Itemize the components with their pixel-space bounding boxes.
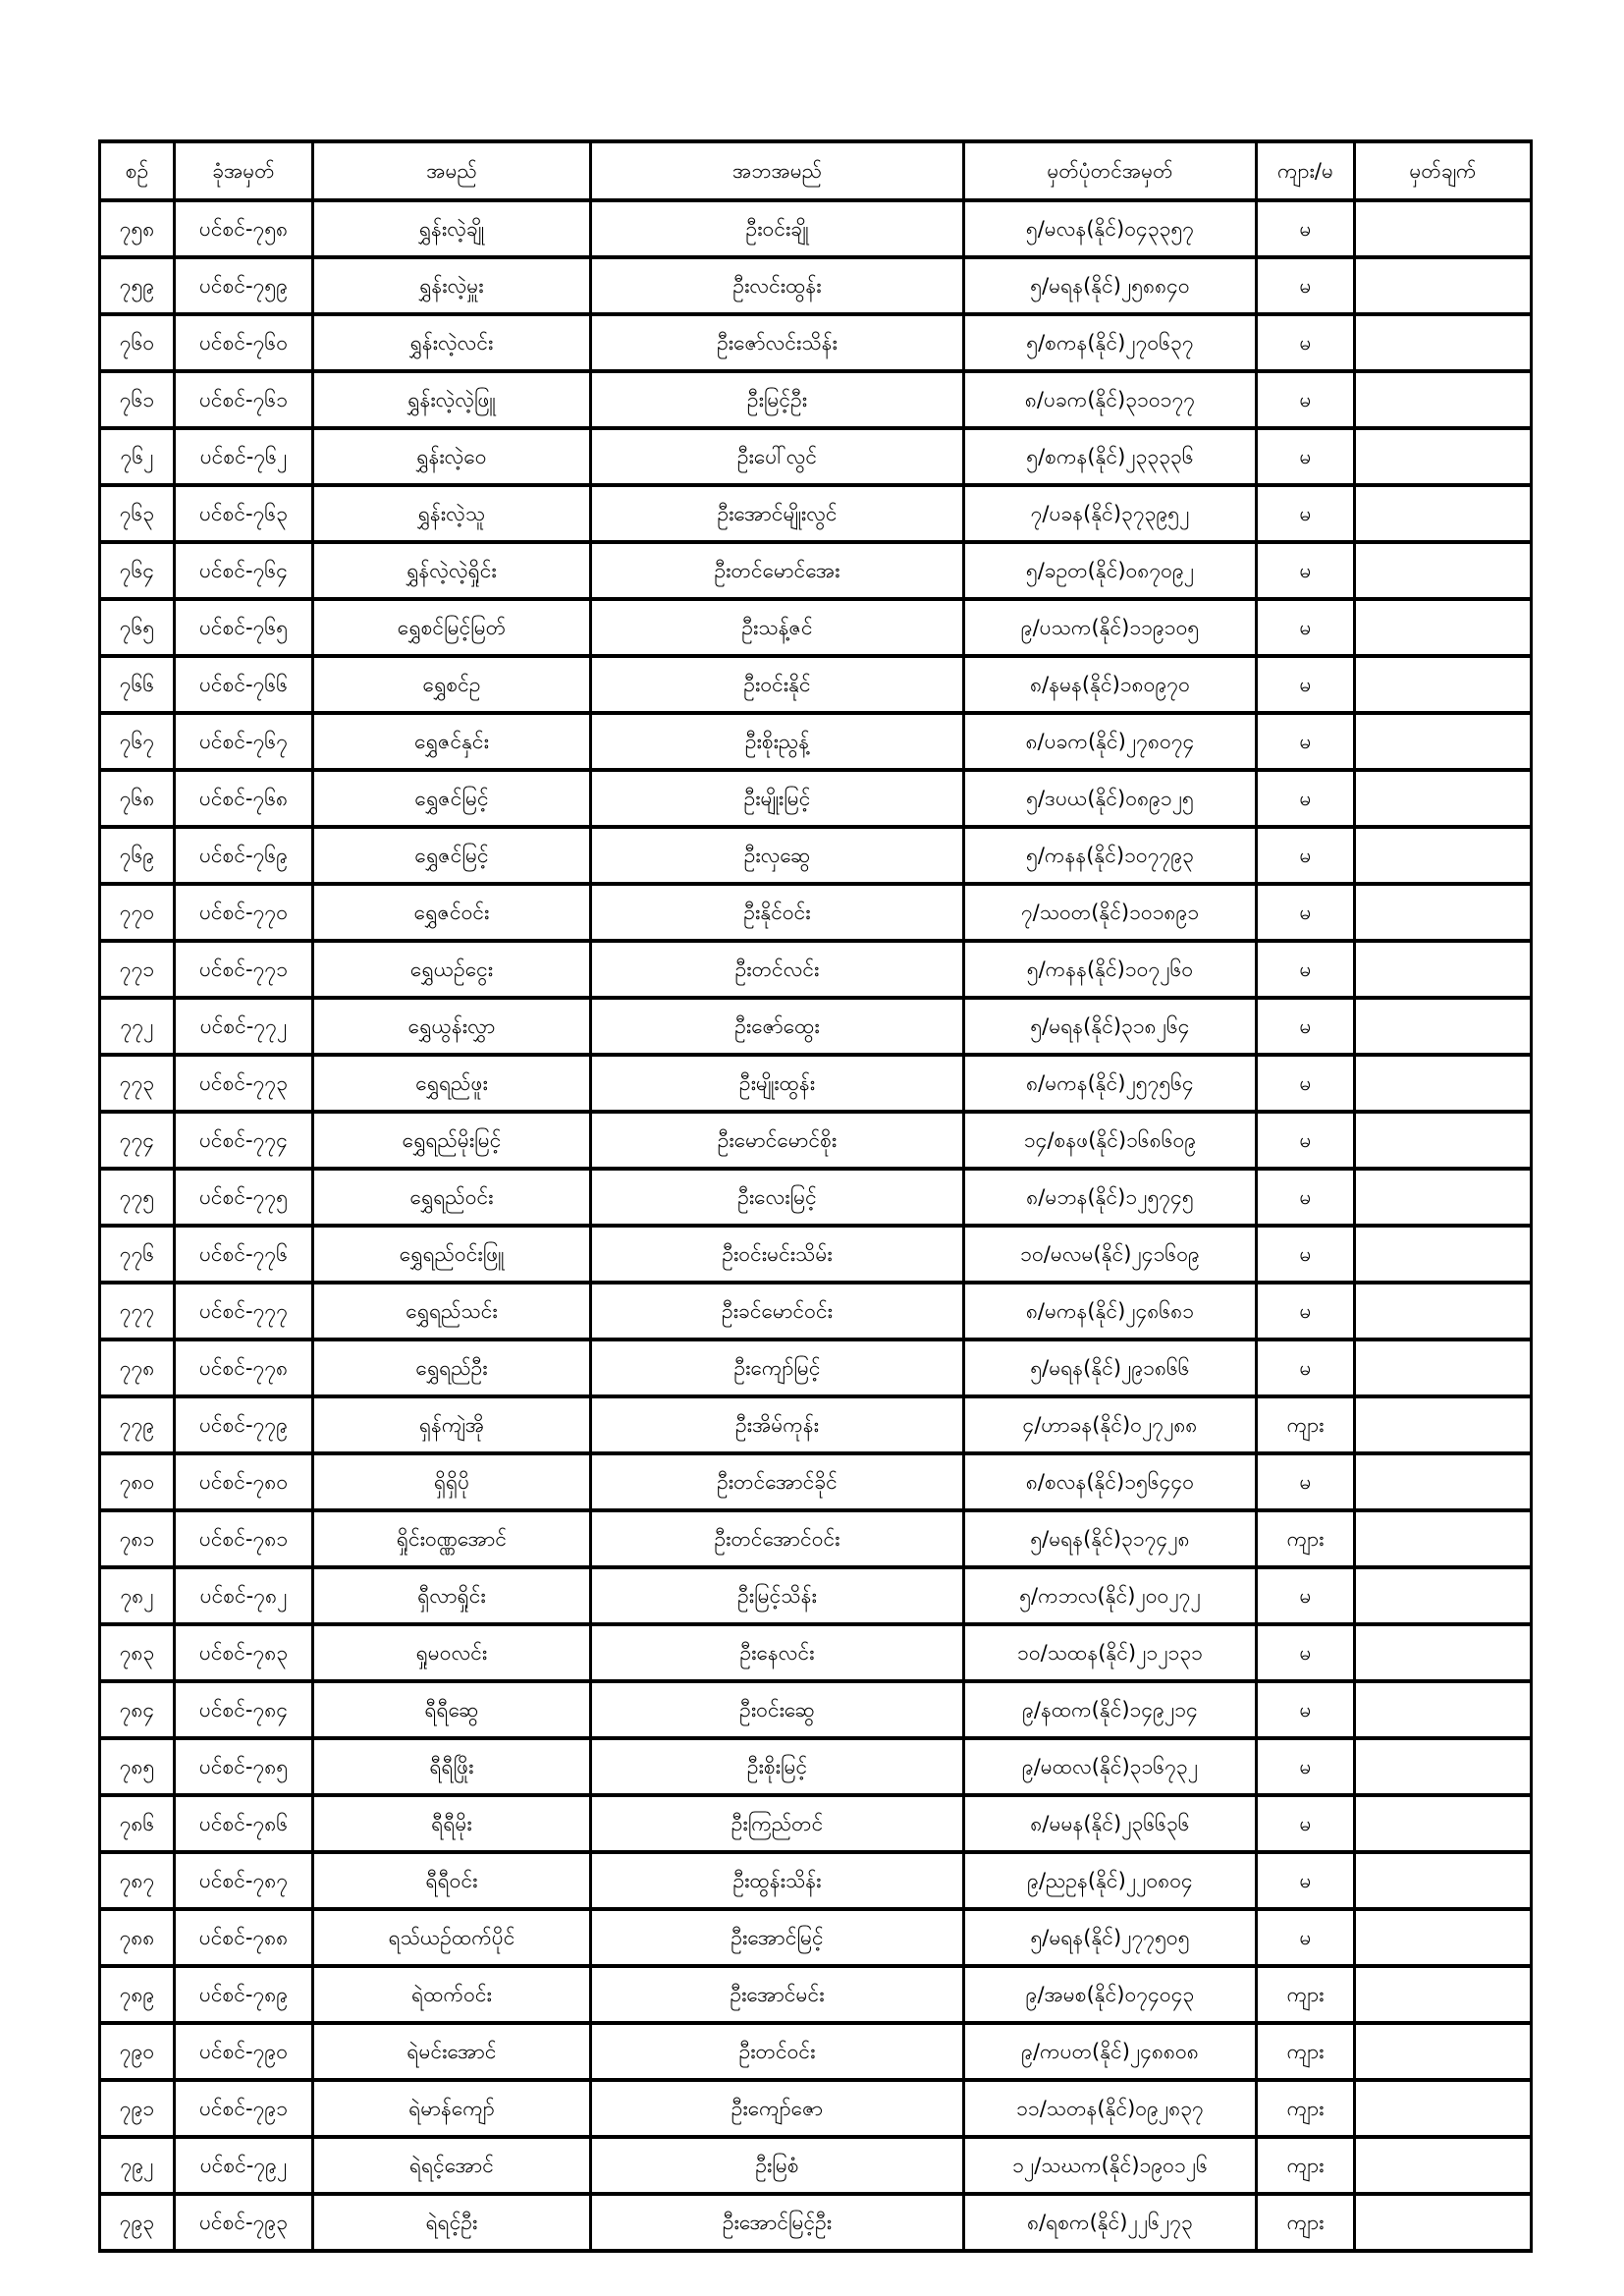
column-header-nrc: မှတ်ပုံတင်အမှတ် xyxy=(964,141,1257,200)
father-name-cell: ဦးအိမ်ကုန်း xyxy=(591,1396,964,1453)
table-row xyxy=(100,1226,1532,1283)
roll-number-cell: ပင်စင်-၇၇၁ xyxy=(175,941,313,998)
nrc-cell: ၁၀/သထန(နိုင်)၂၁၂၁၃၁ xyxy=(964,1624,1257,1681)
name-cell: ရှီလာရှိုင်း xyxy=(313,1567,591,1624)
nrc-cell: ၇/ပခန(နိုင်)၃၇၃၉၅၂ xyxy=(964,485,1257,542)
nrc-cell: ၅/ခဥတ(နိုင်)၀၈၇၀၉၂ xyxy=(964,542,1257,599)
name-cell: ရှန်ကျဲအို xyxy=(313,1396,591,1453)
nrc-cell: ၅/မလန(နိုင်)၀၄၃၃၅၇ xyxy=(964,200,1257,257)
gender-cell: မ xyxy=(1257,1738,1355,1795)
name-cell: ရွှေရည်ဦး xyxy=(313,1339,591,1396)
remark-cell xyxy=(1355,1055,1532,1112)
serial-cell: ၇၆၄ xyxy=(100,542,175,599)
remark-cell xyxy=(1355,1909,1532,1966)
roll-number-cell: ပင်စင်-၇၇၆ xyxy=(175,1226,313,1283)
roll-number-cell: ပင်စင်-၇၆၁ xyxy=(175,371,313,428)
gender-cell: မ xyxy=(1257,485,1355,542)
remark-cell xyxy=(1355,485,1532,542)
father-name-cell: ဦးတင်လင်း xyxy=(591,941,964,998)
nrc-cell: ၅/မရန(နိုင်)၂၇၇၅၀၅ xyxy=(964,1909,1257,1966)
father-name-cell: ဦးလေးမြင့် xyxy=(591,1169,964,1226)
roll-number-cell: ပင်စင်-၇၆၇ xyxy=(175,713,313,770)
gender-cell: မ xyxy=(1257,1339,1355,1396)
roll-number-cell: ပင်စင်-၇၆၃ xyxy=(175,485,313,542)
name-cell: ရွှန်းလဲ့လင်း xyxy=(313,314,591,371)
remark-cell xyxy=(1355,200,1532,257)
remark-cell xyxy=(1355,2080,1532,2137)
gender-cell: မ xyxy=(1257,1169,1355,1226)
table-row xyxy=(100,713,1532,770)
father-name-cell: ဦးခင်မောင်ဝင်း xyxy=(591,1283,964,1339)
nrc-cell: ၄/ဟာခန(နိုင်)၀၂၇၂၈၈ xyxy=(964,1396,1257,1453)
gender-cell: ကျား xyxy=(1257,1966,1355,2023)
serial-cell: ၇၉၀ xyxy=(100,2023,175,2080)
nrc-cell: ၁၁/သတန(နိုင်)၀၉၂၈၃၇ xyxy=(964,2080,1257,2137)
serial-cell: ၇၈၂ xyxy=(100,1567,175,1624)
father-name-cell: ဦးနေလင်း xyxy=(591,1624,964,1681)
remark-cell xyxy=(1355,998,1532,1055)
name-cell: ရသ်ယဉ်ထက်ပိုင် xyxy=(313,1909,591,1966)
serial-cell: ၇၆၁ xyxy=(100,371,175,428)
name-cell: ရွှေရည်မိုးမြင့် xyxy=(313,1112,591,1169)
nrc-cell: ၅/ကနန(နိုင်)၁၀၇၂၆၀ xyxy=(964,941,1257,998)
nrc-cell: ၅/မရန(နိုင်)၂၅၈၈၄၀ xyxy=(964,257,1257,314)
remark-cell xyxy=(1355,1112,1532,1169)
serial-cell: ၇၆၀ xyxy=(100,314,175,371)
name-cell: ရွှန်လဲ့လဲ့ရှိုင်း xyxy=(313,542,591,599)
table-row xyxy=(100,1283,1532,1339)
table-row xyxy=(100,2194,1532,2251)
table-body xyxy=(100,200,1532,2251)
table-header-row xyxy=(100,141,1532,200)
roll-number-cell: ပင်စင်-၇၇၉ xyxy=(175,1396,313,1453)
nrc-cell: ၈/မကန(နိုင်)၂၅၇၅၆၄ xyxy=(964,1055,1257,1112)
roll-number-cell: ပင်စင်-၇၅၈ xyxy=(175,200,313,257)
father-name-cell: ဦးမောင်မောင်စိုး xyxy=(591,1112,964,1169)
nrc-cell: ၅/မရန(နိုင်)၃၁၇၄၂၈ xyxy=(964,1510,1257,1567)
roll-number-cell: ပင်စင်-၇၈၃ xyxy=(175,1624,313,1681)
remark-cell xyxy=(1355,371,1532,428)
serial-cell: ၇၆၈ xyxy=(100,770,175,827)
table-row xyxy=(100,428,1532,485)
table-row xyxy=(100,1852,1532,1909)
roll-number-cell: ပင်စင်-၇၇၈ xyxy=(175,1339,313,1396)
roll-number-cell: ပင်စင်-၇၉၀ xyxy=(175,2023,313,2080)
table-row xyxy=(100,2080,1532,2137)
remark-cell xyxy=(1355,1226,1532,1283)
roll-number-cell: ပင်စင်-၇၇၄ xyxy=(175,1112,313,1169)
nrc-cell: ၉/ကပတ(နိုင်)၂၄၈၈၀၈ xyxy=(964,2023,1257,2080)
serial-cell: ၇၆၇ xyxy=(100,713,175,770)
father-name-cell: ဦးပေါ်လွင် xyxy=(591,428,964,485)
father-name-cell: ဦးနိုင်ဝင်း xyxy=(591,884,964,941)
gender-cell: ကျား xyxy=(1257,2194,1355,2251)
table-row xyxy=(100,371,1532,428)
father-name-cell: ဦးထွန်းသိန်း xyxy=(591,1852,964,1909)
remark-cell xyxy=(1355,1453,1532,1510)
serial-cell: ၇၇၄ xyxy=(100,1112,175,1169)
table-row xyxy=(100,1681,1532,1738)
nrc-cell: ၉/နထက(နိုင်)၁၄၉၂၁၄ xyxy=(964,1681,1257,1738)
table-row xyxy=(100,941,1532,998)
father-name-cell: ဦးဇော်ထွေး xyxy=(591,998,964,1055)
serial-cell: ၇၇၅ xyxy=(100,1169,175,1226)
remark-cell xyxy=(1355,1396,1532,1453)
nrc-cell: ၉/မထလ(နိုင်)၃၁၆၇၃၂ xyxy=(964,1738,1257,1795)
serial-cell: ၇၇၉ xyxy=(100,1396,175,1453)
serial-cell: ၇၈၅ xyxy=(100,1738,175,1795)
gender-cell: မ xyxy=(1257,1453,1355,1510)
name-cell: ရှိုင်းဝဏ္ဏအောင် xyxy=(313,1510,591,1567)
gender-cell: မ xyxy=(1257,770,1355,827)
serial-cell: ၇၆၃ xyxy=(100,485,175,542)
remark-cell xyxy=(1355,1624,1532,1681)
roll-number-cell: ပင်စင်-၇၆၄ xyxy=(175,542,313,599)
father-name-cell: ဦးမျိုးမြင့် xyxy=(591,770,964,827)
name-cell: ရွှေရည်ဖူး xyxy=(313,1055,591,1112)
remark-cell xyxy=(1355,1852,1532,1909)
name-cell: ရွှန်းလဲ့သူ xyxy=(313,485,591,542)
remark-cell xyxy=(1355,2194,1532,2251)
roll-number-cell: ပင်စင်-၇၉၂ xyxy=(175,2137,313,2194)
name-cell: ရွှေရည်ဝင်း xyxy=(313,1169,591,1226)
serial-cell: ၇၇၆ xyxy=(100,1226,175,1283)
father-name-cell: ဦးကြည်တင် xyxy=(591,1795,964,1852)
remark-cell xyxy=(1355,1795,1532,1852)
father-name-cell: ဦးတင်မောင်အေး xyxy=(591,542,964,599)
serial-cell: ၇၈၆ xyxy=(100,1795,175,1852)
gender-cell: မ xyxy=(1257,656,1355,713)
nrc-cell: ၈/ပခက(နိုင်)၂၇၈၀၇၄ xyxy=(964,713,1257,770)
father-name-cell: ဦးတင်အောင်ခိုင် xyxy=(591,1453,964,1510)
table-row xyxy=(100,1055,1532,1112)
nrc-cell: ၅/မရန(နိုင်)၃၁၈၂၆၄ xyxy=(964,998,1257,1055)
remark-cell xyxy=(1355,2023,1532,2080)
roll-number-cell: ပင်စင်-၇၈၅ xyxy=(175,1738,313,1795)
father-name-cell: ဦးတင်ဝင်း xyxy=(591,2023,964,2080)
father-name-cell: ဦးဝင်းဆွေ xyxy=(591,1681,964,1738)
nrc-cell: ၅/ကနန(နိုင်)၁၀၇၇၉၃ xyxy=(964,827,1257,884)
gender-cell: ကျား xyxy=(1257,1396,1355,1453)
table-row xyxy=(100,1112,1532,1169)
roll-number-cell: ပင်စင်-၇၈၆ xyxy=(175,1795,313,1852)
gender-cell: မ xyxy=(1257,1624,1355,1681)
name-cell: ရွှေယဉ်ငွေး xyxy=(313,941,591,998)
remark-cell xyxy=(1355,713,1532,770)
table-row xyxy=(100,200,1532,257)
roll-number-cell: ပင်စင်-၇၇၃ xyxy=(175,1055,313,1112)
nrc-cell: ၈/စလန(နိုင်)၁၅၆၄၄၀ xyxy=(964,1453,1257,1510)
roll-number-cell: ပင်စင်-၇၆၂ xyxy=(175,428,313,485)
table-row xyxy=(100,998,1532,1055)
serial-cell: ၇၆၆ xyxy=(100,656,175,713)
remark-cell xyxy=(1355,941,1532,998)
gender-cell: မ xyxy=(1257,200,1355,257)
gender-cell: ကျား xyxy=(1257,2137,1355,2194)
gender-cell: မ xyxy=(1257,827,1355,884)
roll-number-cell: ပင်စင်-၇၆၆ xyxy=(175,656,313,713)
remark-cell xyxy=(1355,1738,1532,1795)
table-row xyxy=(100,1396,1532,1453)
gender-cell: မ xyxy=(1257,1283,1355,1339)
serial-cell: ၇၇၁ xyxy=(100,941,175,998)
nrc-cell: ၉/အမစ(နိုင်)၀၇၄၀၄၃ xyxy=(964,1966,1257,2023)
gender-cell: မ xyxy=(1257,1795,1355,1852)
table-row xyxy=(100,770,1532,827)
remark-cell xyxy=(1355,770,1532,827)
serial-cell: ၇၇၂ xyxy=(100,998,175,1055)
father-name-cell: ဦးအောင်မြင့်ဦး xyxy=(591,2194,964,2251)
serial-cell: ၇၈၁ xyxy=(100,1510,175,1567)
serial-cell: ၇၇၇ xyxy=(100,1283,175,1339)
father-name-cell: ဦးကျော်မြင့် xyxy=(591,1339,964,1396)
serial-cell: ၇၉၂ xyxy=(100,2137,175,2194)
name-cell: ရှိရှိပို xyxy=(313,1453,591,1510)
roll-number-cell: ပင်စင်-၇၆၀ xyxy=(175,314,313,371)
roll-number-cell: ပင်စင်-၇၅၉ xyxy=(175,257,313,314)
roll-number-cell: ပင်စင်-၇၈၀ xyxy=(175,1453,313,1510)
remark-cell xyxy=(1355,599,1532,656)
column-header-roll-number: ခုံအမှတ် xyxy=(175,141,313,200)
father-name-cell: ဦးဝင်းမင်းသိမ်း xyxy=(591,1226,964,1283)
remark-cell xyxy=(1355,1283,1532,1339)
table-row xyxy=(100,1795,1532,1852)
nrc-cell: ၈/မမန(နိုင်)၂၃၆၆၃၆ xyxy=(964,1795,1257,1852)
table-row xyxy=(100,599,1532,656)
name-cell: ရီရီဝင်း xyxy=(313,1852,591,1909)
nrc-cell: ၈/ရစက(နိုင်)၂၂၆၂၇၃ xyxy=(964,2194,1257,2251)
table-row xyxy=(100,1738,1532,1795)
roll-number-cell: ပင်စင်-၇၇၅ xyxy=(175,1169,313,1226)
nrc-cell: ၁၀/မလမ(နိုင်)၂၄၁၆၀၉ xyxy=(964,1226,1257,1283)
table-row xyxy=(100,2137,1532,2194)
serial-cell: ၇၅၈ xyxy=(100,200,175,257)
nrc-cell: ၉/ညဥန(နိုင်)၂၂၀၈၀၄ xyxy=(964,1852,1257,1909)
remark-cell xyxy=(1355,827,1532,884)
gender-cell: မ xyxy=(1257,1567,1355,1624)
name-cell: ရွှေဇင်ဝင်း xyxy=(313,884,591,941)
table-row xyxy=(100,1169,1532,1226)
name-cell: ရွှေဇင်မြင့် xyxy=(313,827,591,884)
name-cell: ရွှန်းလဲ့ချို xyxy=(313,200,591,257)
table-row xyxy=(100,1624,1532,1681)
gender-cell: ကျား xyxy=(1257,2023,1355,2080)
name-cell: ရဲမာန်ကျော် xyxy=(313,2080,591,2137)
serial-cell: ၇၉၁ xyxy=(100,2080,175,2137)
table-row xyxy=(100,1453,1532,1510)
nrc-cell: ၈/မကန(နိုင်)၂၄၈၆၈၁ xyxy=(964,1283,1257,1339)
table-row xyxy=(100,542,1532,599)
remark-cell xyxy=(1355,314,1532,371)
roll-number-cell: ပင်စင်-၇၆၅ xyxy=(175,599,313,656)
serial-cell: ၇၈၈ xyxy=(100,1909,175,1966)
serial-cell: ၇၆၂ xyxy=(100,428,175,485)
roll-number-cell: ပင်စင်-၇၈၁ xyxy=(175,1510,313,1567)
father-name-cell: ဦးမြင့်ဦး xyxy=(591,371,964,428)
name-cell: ရွှေစင်မြင့်မြတ် xyxy=(313,599,591,656)
column-header-name: အမည် xyxy=(313,141,591,200)
remark-cell xyxy=(1355,1966,1532,2023)
name-cell: ရဲမင်းအောင် xyxy=(313,2023,591,2080)
serial-cell: ၇၇၀ xyxy=(100,884,175,941)
nrc-cell: ၅/ကဘလ(နိုင်)၂၀၀၂၇၂ xyxy=(964,1567,1257,1624)
nrc-cell: ၅/စကန(နိုင်)၂၃၃၃၃၆ xyxy=(964,428,1257,485)
serial-cell: ၇၅၉ xyxy=(100,257,175,314)
name-cell: ရီရီမိုး xyxy=(313,1795,591,1852)
serial-cell: ၇၇၃ xyxy=(100,1055,175,1112)
table-row xyxy=(100,1339,1532,1396)
nrc-cell: ၇/သဝတ(နိုင်)၁၀၁၈၉၁ xyxy=(964,884,1257,941)
name-cell: ရီရီဆွေ xyxy=(313,1681,591,1738)
serial-cell: ၇၈၃ xyxy=(100,1624,175,1681)
father-name-cell: ဦးဝင်းနိုင် xyxy=(591,656,964,713)
nrc-cell: ၅/စကန(နိုင်)၂၇၀၆၃၇ xyxy=(964,314,1257,371)
table-row xyxy=(100,1909,1532,1966)
gender-cell: မ xyxy=(1257,1681,1355,1738)
gender-cell: မ xyxy=(1257,1852,1355,1909)
serial-cell: ၇၆၅ xyxy=(100,599,175,656)
serial-cell: ၇၉၃ xyxy=(100,2194,175,2251)
remark-cell xyxy=(1355,1169,1532,1226)
nrc-cell: ၁၄/စနဖ(နိုင်)၁၆၈၆၀၉ xyxy=(964,1112,1257,1169)
roll-number-cell: ပင်စင်-၇၇၇ xyxy=(175,1283,313,1339)
table-row xyxy=(100,884,1532,941)
name-cell: ရီရီဖြိုး xyxy=(313,1738,591,1795)
nrc-cell: ၈/မဘန(နိုင်)၁၂၅၇၄၅ xyxy=(964,1169,1257,1226)
roll-number-cell: ပင်စင်-၇၆၈ xyxy=(175,770,313,827)
table-row xyxy=(100,656,1532,713)
father-name-cell: ဦးဇော်လင်းသိန်း xyxy=(591,314,964,371)
father-name-cell: ဦးစိုးမြင့် xyxy=(591,1738,964,1795)
name-cell: ရွှန်းလဲ့လဲ့ဖြူ xyxy=(313,371,591,428)
father-name-cell: ဦးမြစံ xyxy=(591,2137,964,2194)
name-cell: ရွှေရည်သင်း xyxy=(313,1283,591,1339)
name-cell: ရွှေရည်ဝင်းဖြူ xyxy=(313,1226,591,1283)
table-row xyxy=(100,1966,1532,2023)
roll-number-cell: ပင်စင်-၇၉၁ xyxy=(175,2080,313,2137)
name-cell: ရှုမဝလင်း xyxy=(313,1624,591,1681)
father-name-cell: ဦးစိုးညွန့် xyxy=(591,713,964,770)
table-row xyxy=(100,257,1532,314)
table-row xyxy=(100,1510,1532,1567)
remark-cell xyxy=(1355,656,1532,713)
nrc-cell: ၁၂/သဃက(နိုင်)၁၉၀၁၂၆ xyxy=(964,2137,1257,2194)
gender-cell: ကျား xyxy=(1257,1510,1355,1567)
column-header-remark: မှတ်ချက် xyxy=(1355,141,1532,200)
name-cell: ရွှန်းလဲ့ဝေ xyxy=(313,428,591,485)
gender-cell: မ xyxy=(1257,1055,1355,1112)
gender-cell: မ xyxy=(1257,542,1355,599)
roll-number-cell: ပင်စင်-၇၈၉ xyxy=(175,1966,313,2023)
nrc-cell: ၅/မရန(နိုင်)၂၉၁၈၆၆ xyxy=(964,1339,1257,1396)
gender-cell: မ xyxy=(1257,599,1355,656)
column-header-father-name: အဘအမည် xyxy=(591,141,964,200)
table-row xyxy=(100,2023,1532,2080)
father-name-cell: ဦးအောင်မျိုးလွင် xyxy=(591,485,964,542)
nrc-cell: ၅/ဒပယ(နိုင်)၀၈၉၁၂၅ xyxy=(964,770,1257,827)
table-row xyxy=(100,314,1532,371)
gender-cell: မ xyxy=(1257,884,1355,941)
remark-cell xyxy=(1355,428,1532,485)
serial-cell: ၇၈၇ xyxy=(100,1852,175,1909)
father-name-cell: ဦးကျော်ဇော xyxy=(591,2080,964,2137)
remark-cell xyxy=(1355,257,1532,314)
father-name-cell: ဦးအောင်မြင့် xyxy=(591,1909,964,1966)
father-name-cell: ဦးဝင်းချို xyxy=(591,200,964,257)
remark-cell xyxy=(1355,1510,1532,1567)
remark-cell xyxy=(1355,1339,1532,1396)
column-header-serial: စဉ် xyxy=(100,141,175,200)
gender-cell: မ xyxy=(1257,713,1355,770)
gender-cell: မ xyxy=(1257,257,1355,314)
pension-candidate-table xyxy=(98,139,1533,2253)
gender-cell: မ xyxy=(1257,1226,1355,1283)
roll-number-cell: ပင်စင်-၇၉၃ xyxy=(175,2194,313,2251)
nrc-cell: ၈/ပခက(နိုင်)၃၁၀၁၇၇ xyxy=(964,371,1257,428)
column-header-gender: ကျား/မ xyxy=(1257,141,1355,200)
gender-cell: မ xyxy=(1257,941,1355,998)
gender-cell: မ xyxy=(1257,428,1355,485)
father-name-cell: ဦးတင်အောင်ဝင်း xyxy=(591,1510,964,1567)
serial-cell: ၇၈၉ xyxy=(100,1966,175,2023)
father-name-cell: ဦးသန့်ဇင် xyxy=(591,599,964,656)
serial-cell: ၇၈၀ xyxy=(100,1453,175,1510)
remark-cell xyxy=(1355,884,1532,941)
gender-cell: မ xyxy=(1257,1112,1355,1169)
name-cell: ရွှန်းလဲ့မှူး xyxy=(313,257,591,314)
roll-number-cell: ပင်စင်-၇၈၄ xyxy=(175,1681,313,1738)
serial-cell: ၇၈၄ xyxy=(100,1681,175,1738)
name-cell: ရွှေဇင်နှင်း xyxy=(313,713,591,770)
remark-cell xyxy=(1355,2137,1532,2194)
roll-number-cell: ပင်စင်-၇၇၂ xyxy=(175,998,313,1055)
father-name-cell: ဦးအောင်မင်း xyxy=(591,1966,964,2023)
father-name-cell: ဦးမျိုးထွန်း xyxy=(591,1055,964,1112)
gender-cell: မ xyxy=(1257,371,1355,428)
name-cell: ရွှေယွန်းလွှာ xyxy=(313,998,591,1055)
table-row xyxy=(100,485,1532,542)
name-cell: ရွှေစင်ဥ xyxy=(313,656,591,713)
name-cell: ရွှေဇင်မြင့် xyxy=(313,770,591,827)
gender-cell: မ xyxy=(1257,998,1355,1055)
roll-number-cell: ပင်စင်-၇၆၉ xyxy=(175,827,313,884)
name-cell: ရဲထက်ဝင်း xyxy=(313,1966,591,2023)
nrc-cell: ၈/နမန(နိုင်)၁၈၀၉၇၀ xyxy=(964,656,1257,713)
gender-cell: မ xyxy=(1257,314,1355,371)
table-row xyxy=(100,1567,1532,1624)
father-name-cell: ဦးလှဆွေ xyxy=(591,827,964,884)
remark-cell xyxy=(1355,1567,1532,1624)
nrc-cell: ၉/ပသက(နိုင်)၁၁၉၁၀၅ xyxy=(964,599,1257,656)
remark-cell xyxy=(1355,542,1532,599)
name-cell: ရဲရင့်ဦး xyxy=(313,2194,591,2251)
roll-number-cell: ပင်စင်-၇၈၈ xyxy=(175,1909,313,1966)
name-cell: ရဲရင့်အောင် xyxy=(313,2137,591,2194)
table-row xyxy=(100,827,1532,884)
roll-number-cell: ပင်စင်-၇၇၀ xyxy=(175,884,313,941)
roll-number-cell: ပင်စင်-၇၈၂ xyxy=(175,1567,313,1624)
gender-cell: ကျား xyxy=(1257,2080,1355,2137)
father-name-cell: ဦးလင်းထွန်း xyxy=(591,257,964,314)
serial-cell: ၇၇၈ xyxy=(100,1339,175,1396)
remark-cell xyxy=(1355,1681,1532,1738)
father-name-cell: ဦးမြင့်သိန်း xyxy=(591,1567,964,1624)
roll-number-cell: ပင်စင်-၇၈၇ xyxy=(175,1852,313,1909)
serial-cell: ၇၆၉ xyxy=(100,827,175,884)
gender-cell: မ xyxy=(1257,1909,1355,1966)
